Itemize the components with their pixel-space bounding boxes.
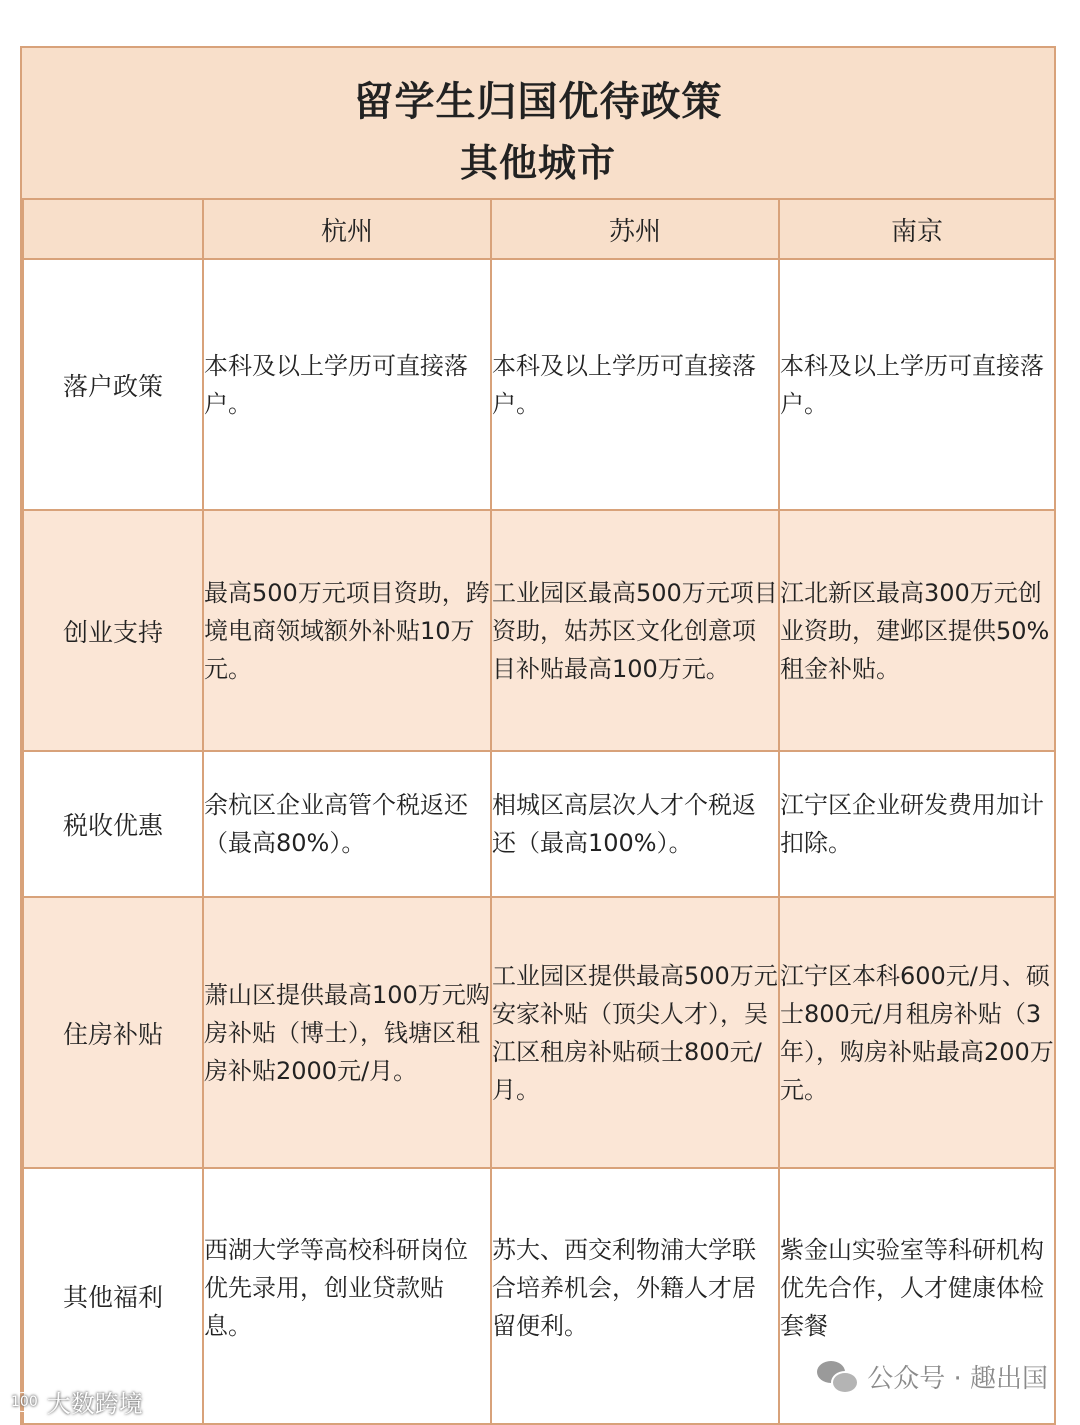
table-cell: 最高500万元项目资助，跨境电商领域额外补贴10万元。 — [203, 510, 491, 751]
table-cell: 相城区高层次人才个税返还（最高100%）。 — [491, 751, 779, 897]
policy-table — [22, 198, 1056, 1425]
row-label: 创业支持 — [23, 510, 203, 751]
header-row — [23, 199, 1055, 259]
table-cell: 本科及以上学历可直接落户。 — [203, 259, 491, 510]
table-cell: 工业园区提供最高500万元安家补贴（顶尖人才），吴江区租房补贴硕士800元/月。 — [491, 897, 779, 1168]
table-cell: 本科及以上学历可直接落户。 — [491, 259, 779, 510]
source-watermark — [6, 1384, 143, 1419]
table-cell: 萧山区提供最高100万元购房补贴（博士），钱塘区租房补贴2000元/月。 — [203, 897, 491, 1168]
table-cell: 紫金山实验室等科研机构优先合作，人才健康体检套餐 — [779, 1168, 1055, 1424]
table-row — [23, 259, 1055, 510]
table-cell: 西湖大学等高校科研岗位优先录用，创业贷款贴息。 — [203, 1168, 491, 1424]
source-logo-icon: 100 — [6, 1392, 43, 1412]
row-label: 落户政策 — [23, 259, 203, 510]
title-block — [22, 48, 1054, 200]
header-corner — [23, 199, 203, 259]
column-header-nanjing: 南京 — [779, 199, 1055, 259]
wechat-watermark — [817, 1358, 1048, 1395]
policy-sheet — [20, 46, 1056, 1425]
table-cell: 本科及以上学历可直接落户。 — [779, 259, 1055, 510]
row-label: 其他福利 — [23, 1168, 203, 1424]
column-header-suzhou: 苏州 — [491, 199, 779, 259]
table-cell: 余杭区企业高管个税返还（最高80%）。 — [203, 751, 491, 897]
watermark-text: 公众号 · 趣出国 — [867, 1364, 1048, 1394]
table-row — [23, 510, 1055, 751]
table-cell: 苏大、西交利物浦大学联合培养机会，外籍人才居留便利。 — [491, 1168, 779, 1424]
row-label: 税收优惠 — [23, 751, 203, 897]
wechat-icon — [817, 1361, 857, 1393]
table-cell: 江宁区企业研发费用加计扣除。 — [779, 751, 1055, 897]
table-cell: 江宁区本科600元/月、硕士800元/月租房补贴（3年），购房补贴最高200万元。 — [779, 897, 1055, 1168]
source-watermark-text: 大数跨境 — [46, 1390, 143, 1418]
table-cell: 江北新区最高300万元创业资助，建邺区提供50%租金补贴。 — [779, 510, 1055, 751]
page-title: 留学生归国优待政策 — [353, 79, 723, 125]
column-header-hangzhou: 杭州 — [203, 199, 491, 259]
table-cell: 工业园区最高500万元项目资助，姑苏区文化创意项目补贴最高100万元。 — [491, 510, 779, 751]
table-row — [23, 751, 1055, 897]
row-label: 住房补贴 — [23, 897, 203, 1168]
page-subtitle: 其他城市 — [459, 141, 616, 185]
table-row — [23, 897, 1055, 1168]
